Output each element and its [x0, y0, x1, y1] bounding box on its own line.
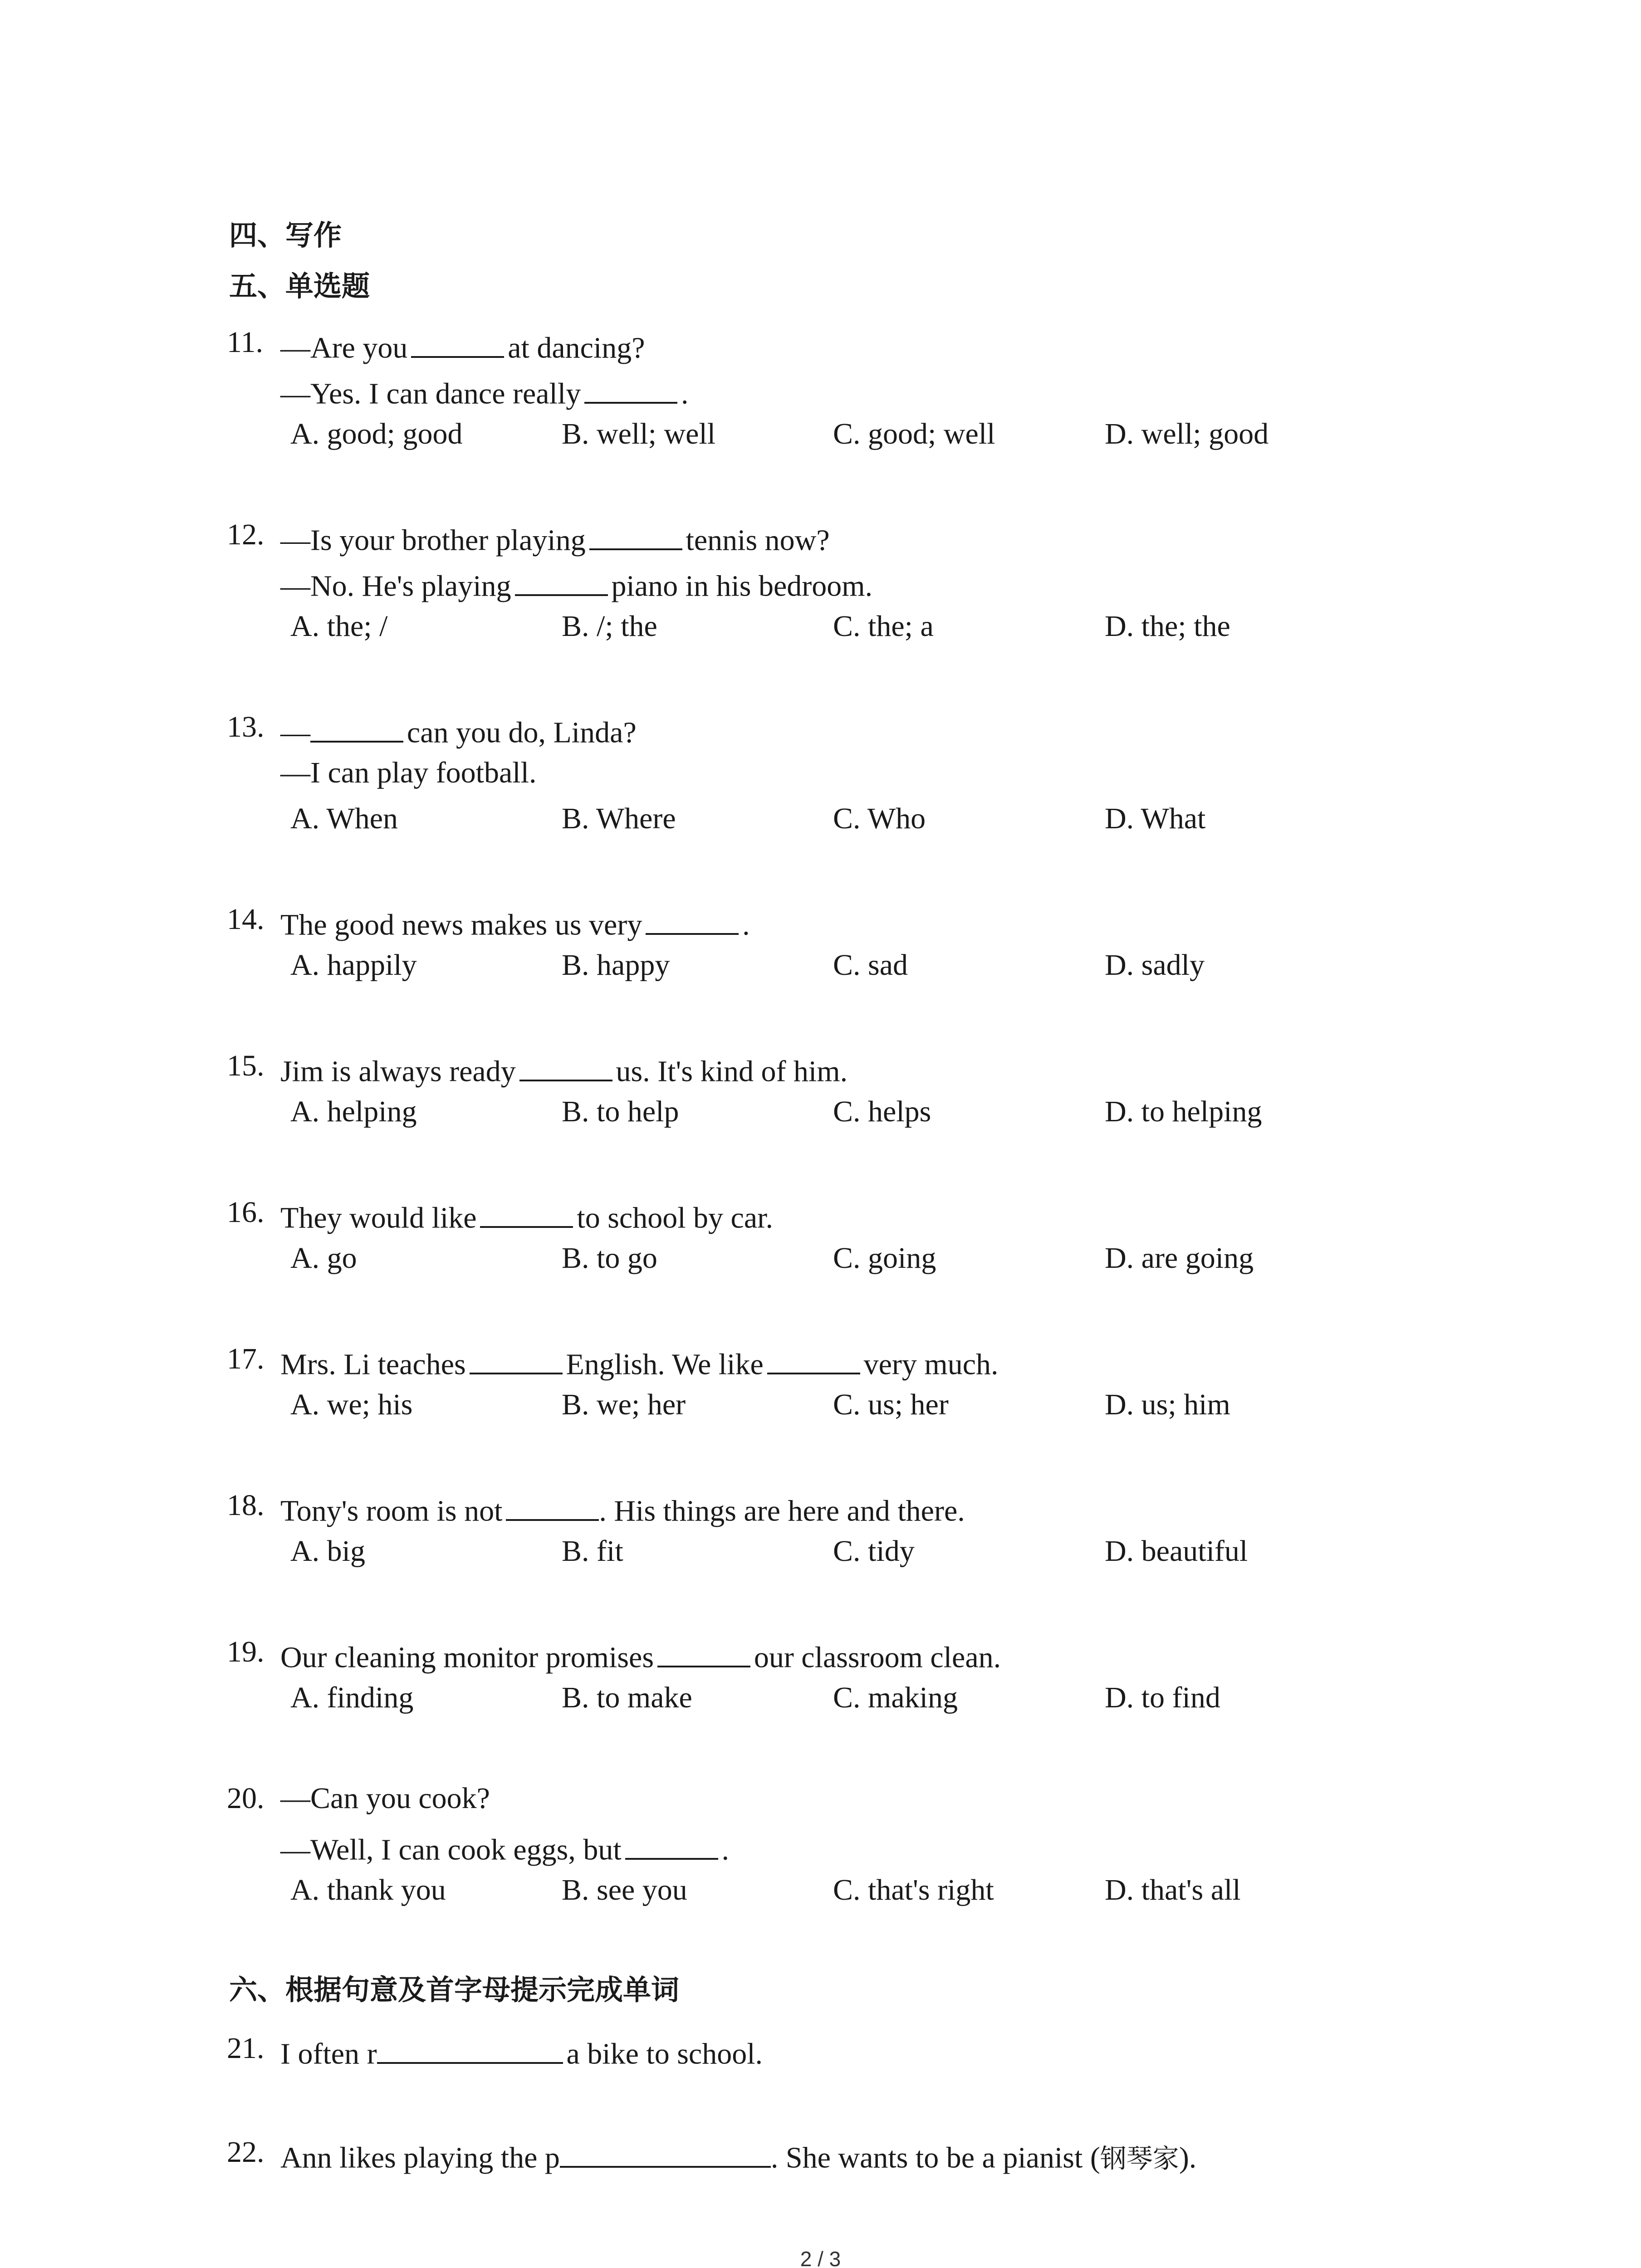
- question-text: a bike to school.: [566, 2037, 763, 2071]
- question-line: [280, 1829, 729, 1865]
- question-text: They would like: [280, 1201, 477, 1235]
- question-line: [280, 1637, 1001, 1673]
- answer-blank[interactable]: [767, 1344, 860, 1374]
- question-line: [280, 1198, 773, 1233]
- option-b[interactable]: B. /; the: [562, 610, 657, 643]
- question-number: 22.: [227, 2136, 265, 2169]
- question-number: 20.: [227, 1782, 265, 1815]
- option-c[interactable]: C. tidy: [833, 1535, 915, 1568]
- question-text: —Well, I can cook eggs, but: [280, 1833, 622, 1867]
- option-d[interactable]: D. are going: [1105, 1242, 1254, 1275]
- question-number: 16.: [227, 1196, 265, 1229]
- question-text: Jim is always ready: [280, 1055, 516, 1088]
- question-text: .: [721, 1833, 729, 1867]
- question-line: —I can play football.: [280, 756, 537, 789]
- option-c[interactable]: C. helps: [833, 1095, 931, 1128]
- question-number: 21.: [227, 2032, 265, 2065]
- page-indicator: 2 / 3: [800, 2247, 841, 2268]
- option-c[interactable]: C. making: [833, 1681, 958, 1714]
- option-a[interactable]: A. thank you: [290, 1873, 446, 1906]
- question-line: —Can you cook?: [280, 1782, 490, 1815]
- option-d[interactable]: D. that's all: [1105, 1873, 1241, 1906]
- question-text: ).: [1179, 2141, 1197, 2175]
- answer-blank[interactable]: [646, 904, 739, 935]
- option-c[interactable]: C. sad: [833, 948, 908, 982]
- question-number: 12.: [227, 518, 265, 551]
- question-text: The good news makes us very: [280, 908, 642, 942]
- option-c[interactable]: C. Who: [833, 802, 926, 835]
- option-b[interactable]: B. see you: [562, 1873, 687, 1906]
- option-a[interactable]: A. When: [290, 802, 398, 835]
- question-text: Our cleaning monitor promises: [280, 1641, 654, 1674]
- option-d[interactable]: D. the; the: [1105, 610, 1230, 643]
- question-text: us. It's kind of him.: [616, 1055, 848, 1088]
- option-d[interactable]: D. to helping: [1105, 1095, 1262, 1128]
- question-text: .: [681, 377, 689, 411]
- question-text: English. We like: [566, 1348, 764, 1381]
- option-d[interactable]: D. to find: [1105, 1681, 1220, 1714]
- option-b[interactable]: B. to make: [562, 1681, 692, 1714]
- option-b[interactable]: B. we; her: [562, 1388, 686, 1421]
- question-text: I often r: [280, 2037, 377, 2071]
- answer-blank[interactable]: [506, 1491, 599, 1521]
- option-d[interactable]: D. well; good: [1105, 417, 1269, 450]
- question-line: [280, 2137, 1196, 2173]
- answer-blank[interactable]: [657, 1637, 750, 1667]
- question-line: [280, 373, 689, 409]
- question-number: 11.: [227, 326, 264, 359]
- answer-blank[interactable]: [584, 373, 677, 404]
- option-a[interactable]: A. go: [290, 1242, 357, 1275]
- option-d[interactable]: D. us; him: [1105, 1388, 1230, 1421]
- question-line: [280, 327, 645, 363]
- answer-blank[interactable]: [411, 327, 504, 358]
- section-heading-word-completion: 六、根据句意及首字母提示完成单词: [229, 1973, 680, 2006]
- option-b[interactable]: B. fit: [562, 1535, 623, 1568]
- question-text: —Is your brother playing: [280, 523, 586, 557]
- question-text: —Are you: [280, 331, 408, 365]
- option-c[interactable]: C. good; well: [833, 417, 995, 450]
- option-d[interactable]: D. sadly: [1105, 948, 1205, 982]
- option-d[interactable]: D. beautiful: [1105, 1535, 1248, 1568]
- question-text: our classroom clean.: [754, 1641, 1001, 1674]
- option-a[interactable]: A. happily: [290, 948, 417, 982]
- question-text: to school by car.: [577, 1201, 773, 1235]
- question-line: [280, 2033, 763, 2069]
- question-text: Tony's room is not: [280, 1494, 503, 1528]
- answer-blank[interactable]: [589, 520, 682, 550]
- question-text: . She wants to be a pianist (: [770, 2141, 1100, 2175]
- question-text: very much.: [863, 1348, 999, 1381]
- option-b[interactable]: B. happy: [562, 948, 670, 982]
- question-text: tennis now?: [686, 523, 830, 557]
- question-text: —No. He's playing: [280, 569, 511, 603]
- question-text: Ann likes playing the p: [280, 2141, 560, 2175]
- question-number: 13.: [227, 710, 265, 743]
- question-line: [280, 1344, 999, 1380]
- answer-blank[interactable]: [625, 1829, 718, 1860]
- question-text: .: [742, 908, 750, 942]
- question-number: 17.: [227, 1342, 265, 1375]
- answer-blank[interactable]: [377, 2033, 563, 2064]
- question-text: . His things are here and there.: [599, 1494, 965, 1528]
- question-text: —Yes. I can dance really: [280, 377, 581, 411]
- answer-blank[interactable]: [310, 712, 403, 743]
- question-number: 19.: [227, 1635, 265, 1668]
- question-text-chinese: 钢琴家: [1100, 2143, 1179, 2174]
- option-c[interactable]: C. us; her: [833, 1388, 949, 1421]
- answer-blank[interactable]: [560, 2137, 771, 2168]
- option-d[interactable]: D. What: [1105, 802, 1206, 835]
- question-line: [280, 1491, 965, 1526]
- option-c[interactable]: C. going: [833, 1242, 936, 1275]
- option-a[interactable]: A. big: [290, 1535, 365, 1568]
- question-text: can you do, Linda?: [407, 716, 637, 749]
- section-heading-writing: 四、写作: [229, 219, 342, 252]
- option-b[interactable]: B. Where: [562, 802, 676, 835]
- question-text: piano in his bedroom.: [611, 569, 873, 603]
- answer-blank[interactable]: [470, 1344, 563, 1374]
- question-text: —: [280, 716, 310, 749]
- option-a[interactable]: A. finding: [290, 1681, 414, 1714]
- option-a[interactable]: A. we; his: [290, 1388, 413, 1421]
- question-line: [280, 1051, 847, 1087]
- question-line: [280, 566, 872, 601]
- question-line: [280, 712, 637, 748]
- question-number: 14.: [227, 903, 265, 936]
- question-line: [280, 520, 830, 556]
- question-line: [280, 904, 750, 940]
- answer-blank[interactable]: [515, 566, 608, 596]
- option-b[interactable]: B. to help: [562, 1095, 679, 1128]
- question-number: 15.: [227, 1049, 265, 1082]
- question-number: 18.: [227, 1489, 265, 1522]
- option-b[interactable]: B. well; well: [562, 417, 716, 450]
- option-a[interactable]: A. the; /: [290, 610, 388, 643]
- option-c[interactable]: C. the; a: [833, 610, 934, 643]
- option-b[interactable]: B. to go: [562, 1242, 657, 1275]
- option-c[interactable]: C. that's right: [833, 1873, 994, 1906]
- option-a[interactable]: A. helping: [290, 1095, 417, 1128]
- question-text: at dancing?: [508, 331, 645, 365]
- option-a[interactable]: A. good; good: [290, 417, 463, 450]
- question-text: Mrs. Li teaches: [280, 1348, 466, 1381]
- answer-blank[interactable]: [519, 1051, 612, 1081]
- section-heading-single-choice: 五、单选题: [229, 269, 370, 303]
- answer-blank[interactable]: [480, 1198, 573, 1228]
